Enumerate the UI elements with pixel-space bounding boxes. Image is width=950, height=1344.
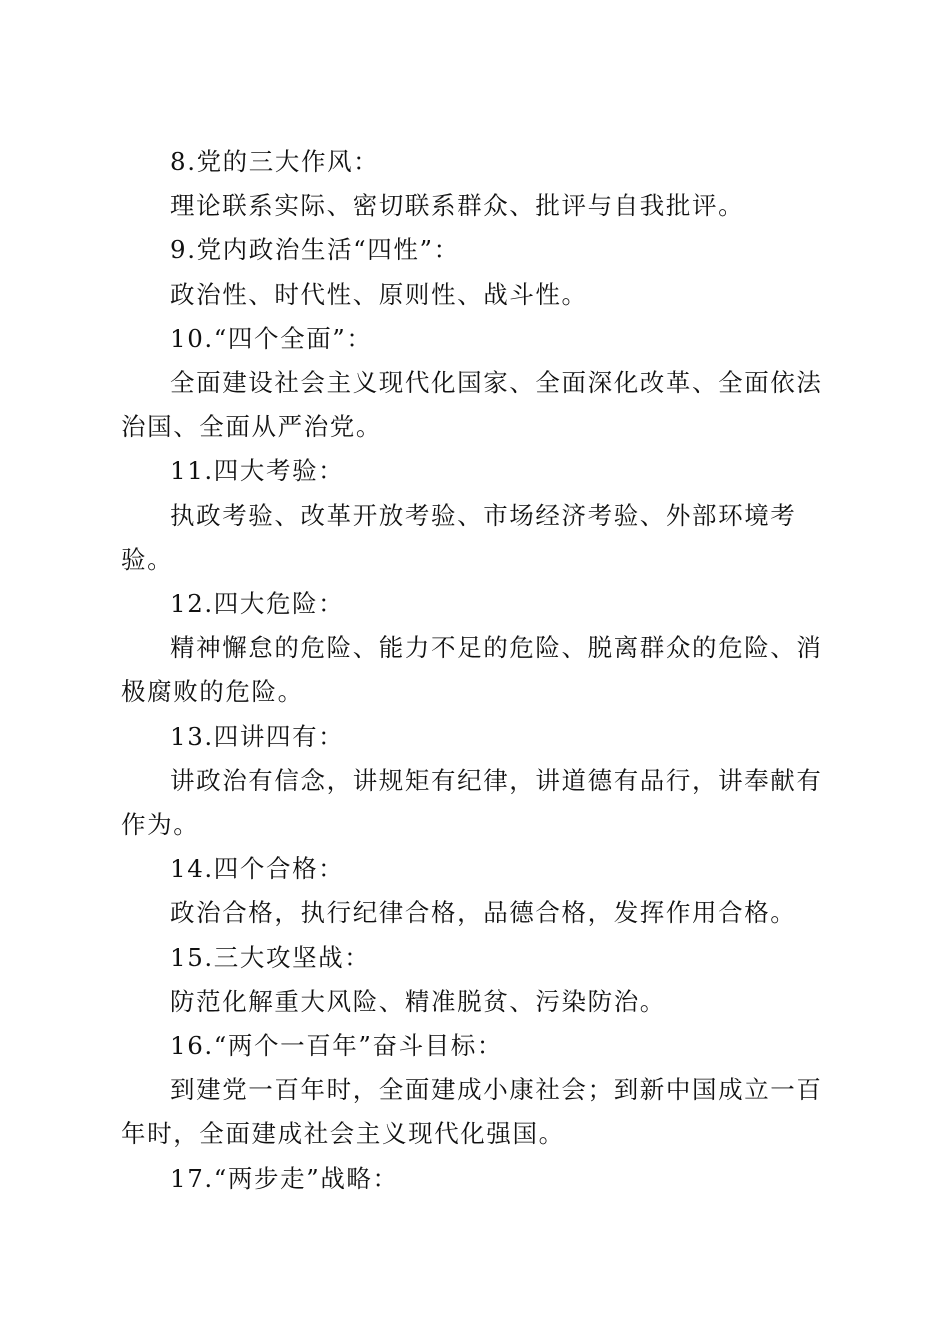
item-body-13: 讲政治有信念，讲规矩有纪律，讲道德有品行，讲奉献有作为。 [121,765,823,840]
item-heading-11: 11.四大考验： [170,456,345,486]
item-body-16: 到建党一百年时，全面建成小康社会；到新中国成立一百年时，全面建成社会主义现代化强国。 [121,1075,823,1149]
item-body-12: 精神懈怠的危险、能力不足的危险、脱离群众的危险、消极腐败的危险。 [121,633,823,707]
item-heading-15: 15.三大攻坚战： [170,942,371,972]
item-heading-16: 16.“两个一百年”奋斗目标： [170,1031,504,1061]
item-body-9: 政治性、时代性、原则性、战斗性。 [170,279,588,309]
item-body-14: 政治合格，执行纪律合格，品德合格，发挥作用合格。 [170,898,797,928]
item-heading-9: 9.党内政治生活“四性”： [170,235,460,265]
item-heading-8: 8.党的三大作风： [170,147,380,176]
item-heading-13: 13.四讲四有： [170,721,345,751]
document-content [121,140,825,1201]
item-heading-17: 17.“两步走”战略： [170,1163,399,1193]
item-heading-12: 12.四大危险： [170,589,345,619]
item-body-10: 全面建设社会主义现代化国家、全面深化改革、全面依法治国、全面从严治党。 [121,368,823,442]
item-heading-14: 14.四个合格： [170,854,345,884]
item-body-15: 防范化解重大风险、精准脱贫、污染防治。 [170,986,666,1016]
item-body-11: 执政考验、改革开放考验、市场经济考验、外部环境考验。 [121,500,797,574]
item-body-8: 理论联系实际、密切联系群众、批评与自我批评。 [170,191,745,221]
item-heading-10: 10.“四个全面”： [170,323,373,353]
